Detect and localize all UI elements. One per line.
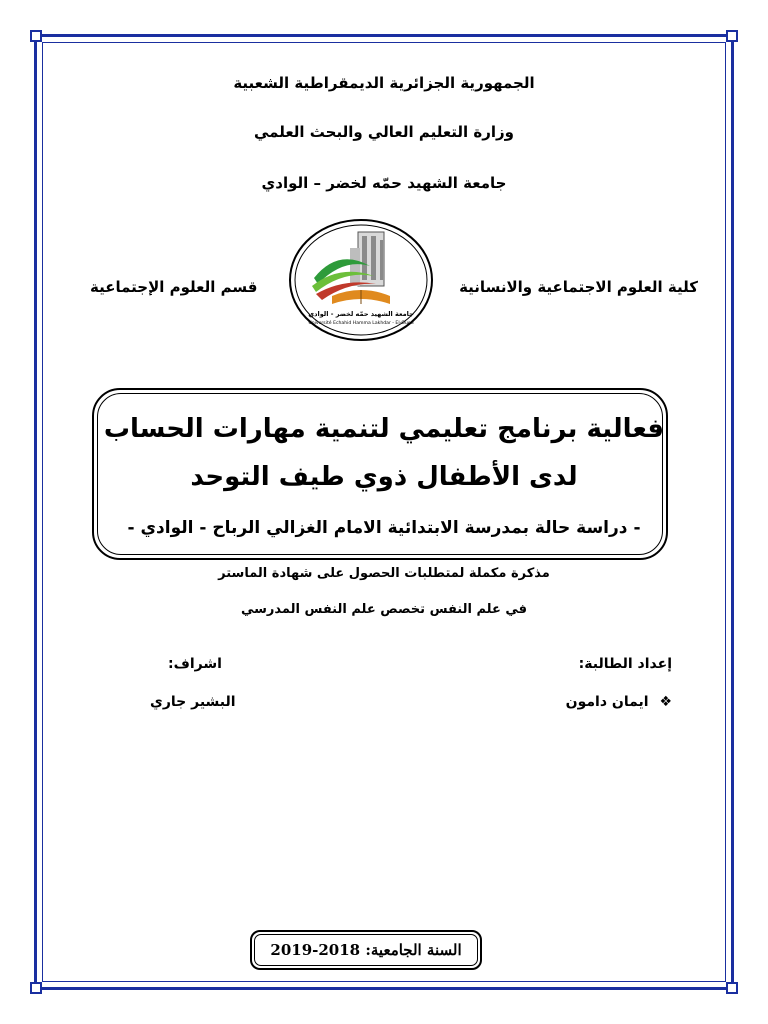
corner-ornament [726, 982, 738, 994]
thesis-title-line2: لدى الأطفال ذوي طيف التوحد [190, 462, 578, 492]
faculty-label: كلية العلوم الاجتماعية والانسانية [459, 278, 698, 296]
student-name-row [566, 694, 672, 710]
republic-heading: الجمهورية الجزائرية الديمقراطية الشعبية [233, 74, 535, 92]
student-label: إعداد الطالبة: [578, 656, 672, 672]
thesis-title-line1: فعالية برنامج تعليمي لتنمية مهارات الحساب [103, 414, 665, 444]
student-name: ايمان دامون [565, 694, 649, 710]
university-heading: جامعة الشهيد حمّه لخضر – الوادي [261, 174, 507, 192]
diamond-bullet-icon: ❖ [659, 694, 672, 710]
ministry-heading: وزارة التعليم العالي والبحث العلمي [253, 123, 515, 141]
supervisor-label: اشراف: [168, 656, 222, 672]
memo-purpose: مذكرة مكملة لمتطلبات الحصول على شهادة الماستر [218, 566, 550, 581]
logo-arabic-text: جامعة الشهيد حمّه لخضر - الوادي [308, 310, 414, 318]
corner-ornament [726, 30, 738, 42]
memo-specialty: في علم النفس تخصص علم النفس المدرسي [240, 602, 528, 617]
corner-ornament [30, 982, 42, 994]
corner-ornament [30, 30, 42, 42]
university-logo [288, 218, 434, 342]
department-label: قسم العلوم الإجتماعية [90, 278, 258, 296]
thesis-subtitle: - دراسة حالة بمدرسة الابتدائية الامام الغزالي الرباح - الوادي - [127, 518, 641, 538]
logo-latin-text: Université Echahid Hamma Lakhdar - El-Oued [308, 321, 414, 326]
supervisor-name: البشير جاري [150, 694, 236, 710]
academic-year: السنة الجامعية: 2018-2019 [254, 934, 478, 966]
